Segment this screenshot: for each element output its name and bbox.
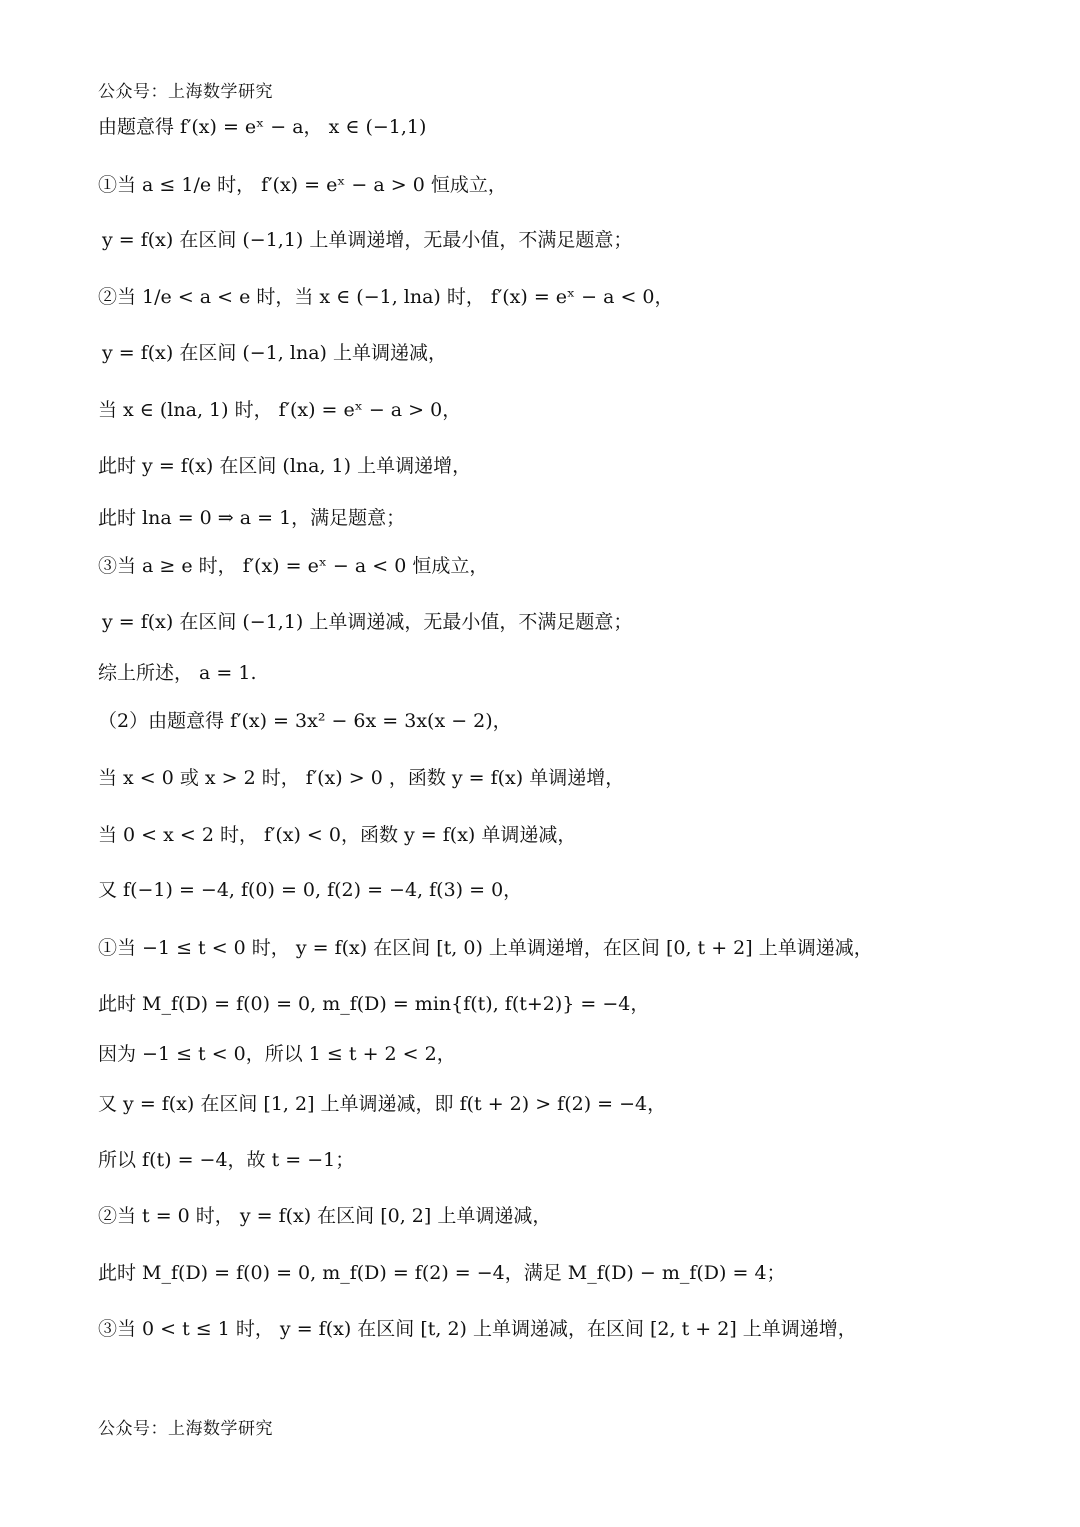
solution-line: 此时 y = f(x) 在区间 (lna, 1) 上单调递增，: [98, 455, 472, 477]
page-header: 公众号：上海数学研究: [98, 82, 273, 102]
solution-line: ①当 −1 ≤ t < 0 时， y = f(x) 在区间 [t, 0) 上单调递增，在区间 [0, t + 2] 上单调递减，: [98, 937, 873, 959]
solution-line: 综上所述， a = 1.: [98, 662, 257, 684]
solution-line: ②当 t = 0 时， y = f(x) 在区间 [0, 2] 上单调递减，: [98, 1205, 552, 1227]
solution-line: 此时 M_f(D) = f(0) = 0, m_f(D) = min{f(t), f(t+2)} = −4，: [98, 993, 650, 1015]
solution-line: ②当 1/e < a < e 时，当 x ∈ (−1, lna) 时， f′(x) = eˣ − a < 0，: [98, 286, 674, 308]
solution-line: 当 0 < x < 2 时， f′(x) < 0，函数 y = f(x) 单调递减，: [98, 824, 577, 846]
solution-line: y = f(x) 在区间 (−1,1) 上单调递减，无最小值，不满足题意；: [102, 611, 633, 633]
solution-line: y = f(x) 在区间 (−1, lna) 上单调递减，: [102, 342, 447, 364]
solution-line: y = f(x) 在区间 (−1,1) 上单调递增，无最小值，不满足题意；: [102, 229, 633, 251]
page-footer: 公众号：上海数学研究: [98, 1419, 273, 1439]
solution-line: （2）由题意得 f′(x) = 3x² − 6x = 3x(x − 2)，: [98, 710, 512, 732]
solution-line: 因为 −1 ≤ t < 0，所以 1 ≤ t + 2 < 2，: [98, 1043, 456, 1065]
solution-line: ③当 a ≥ e 时， f′(x) = eˣ − a < 0 恒成立，: [98, 555, 489, 577]
solution-line: ①当 a ≤ 1/e 时， f′(x) = eˣ − a > 0 恒成立，: [98, 174, 507, 196]
solution-line: 当 x ∈ (lna, 1) 时， f′(x) = eˣ − a > 0，: [98, 399, 462, 421]
solution-line: ③当 0 < t ≤ 1 时， y = f(x) 在区间 [t, 2) 上单调递减，在区间 [2, t + 2] 上单调递增，: [98, 1318, 857, 1340]
solution-line: 由题意得 f′(x) = eˣ − a， x ∈ (−1,1): [98, 116, 427, 138]
solution-line: 此时 M_f(D) = f(0) = 0, m_f(D) = f(2) = −4，满足 M_f(D) − m_f(D) = 4；: [98, 1262, 786, 1284]
solution-line: 所以 f(t) = −4，故 t = −1；: [98, 1149, 355, 1171]
solution-line: 当 x < 0 或 x > 2 时， f′(x) > 0 ，函数 y = f(x) 单调递增，: [98, 767, 625, 789]
solution-line: 又 f(−1) = −4, f(0) = 0, f(2) = −4, f(3) = 0，: [98, 879, 523, 901]
solution-line: 又 y = f(x) 在区间 [1, 2] 上单调递减，即 f(t + 2) > f(2) = −4，: [98, 1093, 667, 1115]
solution-line: 此时 lna = 0 ⇒ a = 1，满足题意；: [98, 507, 406, 529]
